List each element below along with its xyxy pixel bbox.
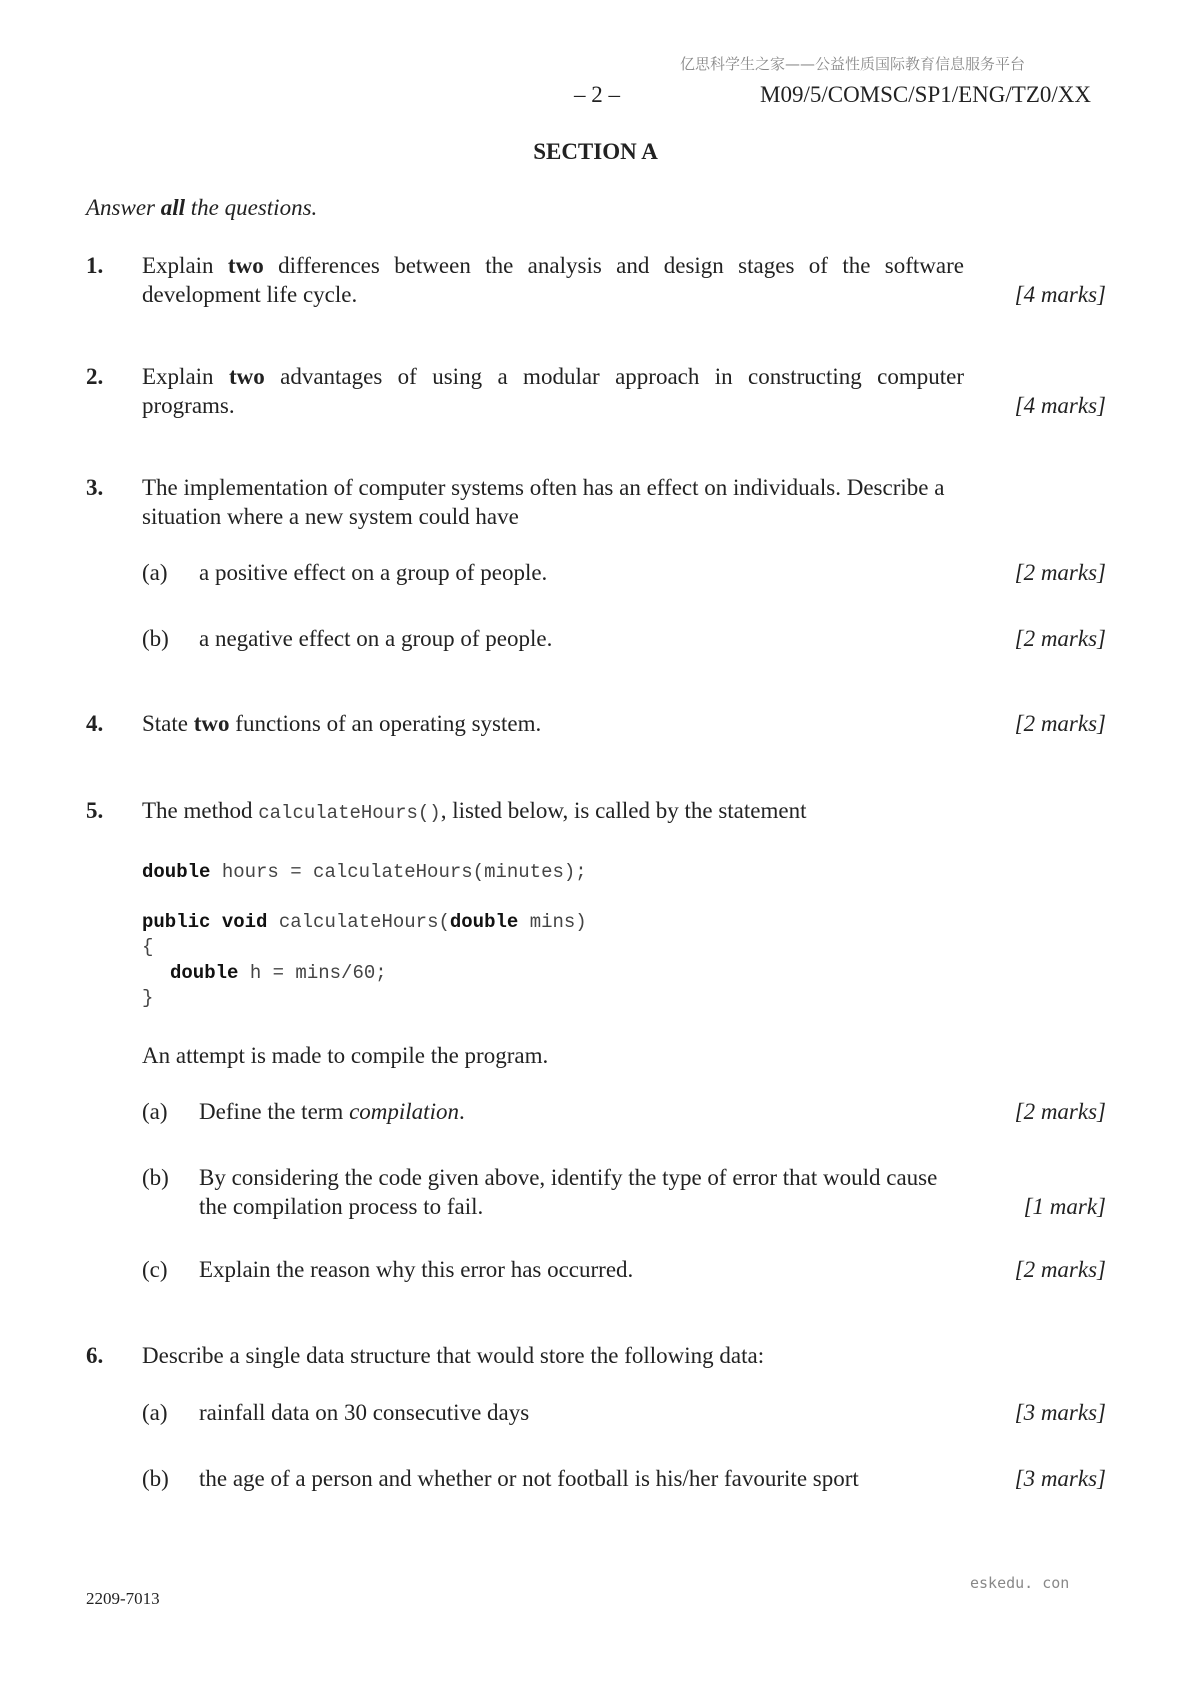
part-text: a negative effect on a group of people. xyxy=(199,626,553,651)
marks-label: [3 marks] xyxy=(1014,1400,1106,1425)
code-line: double hours = calculateHours(minutes); xyxy=(142,861,587,883)
code-line: double h = mins/60; xyxy=(170,962,387,984)
paper-code: M09/5/COMSC/SP1/ENG/TZ0/XX xyxy=(760,82,1091,107)
watermark-top: 亿思科学生之家——公益性质国际教育信息服务平台 xyxy=(680,55,1026,73)
question-text-line: The method calculateHours(), listed below, is called by the statement xyxy=(142,798,807,824)
marks-label: [2 marks] xyxy=(1014,1099,1106,1124)
part-label: (b) xyxy=(142,1466,169,1491)
question-number: 2. xyxy=(86,364,104,389)
marks-label: [2 marks] xyxy=(1014,560,1106,585)
marks-label: [1 mark] xyxy=(1023,1194,1106,1219)
part-text: Explain the reason why this error has occurred. xyxy=(199,1257,634,1282)
part-label: (a) xyxy=(142,1099,168,1124)
marks-label: [4 marks] xyxy=(1014,393,1106,418)
watermark-bottom: eskedu. con xyxy=(970,1574,1070,1592)
question-text-line: Explain two advantages of using a modular approach in constructing computer xyxy=(142,364,964,389)
part-text: the compilation process to fail. xyxy=(199,1194,484,1219)
part-text: a positive effect on a group of people. xyxy=(199,560,548,585)
question-text-line: An attempt is made to compile the program. xyxy=(142,1043,549,1068)
part-text: rainfall data on 30 consecutive days xyxy=(199,1400,530,1425)
part-label: (b) xyxy=(142,1165,169,1190)
marks-label: [2 marks] xyxy=(1014,1257,1106,1282)
code-line: { xyxy=(142,936,154,958)
part-label: (a) xyxy=(142,560,168,585)
part-text: Define the term compilation. xyxy=(199,1099,465,1124)
question-number: 1. xyxy=(86,253,104,278)
question-text-line: The implementation of computer systems often has an effect on individuals. Describe a xyxy=(142,475,945,500)
question-text-line: State two functions of an operating system. xyxy=(142,711,542,736)
question-text-line: programs. xyxy=(142,393,235,418)
part-label: (c) xyxy=(142,1257,168,1282)
question-number: 3. xyxy=(86,475,104,500)
part-text: the age of a person and whether or not football is his/her favourite sport xyxy=(199,1466,859,1491)
code-line: public void calculateHours(double mins) xyxy=(142,911,587,933)
page-number: – 2 – xyxy=(574,82,620,107)
question-text-line: situation where a new system could have xyxy=(142,504,519,529)
part-text: By considering the code given above, identify the type of error that would cause xyxy=(199,1165,938,1190)
question-text-line: Explain two differences between the analysis and design stages of the software xyxy=(142,253,964,278)
instructions: Answer all the questions. xyxy=(86,195,318,220)
question-text-line: development life cycle. xyxy=(142,282,358,307)
part-label: (b) xyxy=(142,626,169,651)
marks-label: [2 marks] xyxy=(1014,711,1106,736)
part-label: (a) xyxy=(142,1400,168,1425)
question-text-line: Describe a single data structure that would store the following data: xyxy=(142,1343,765,1368)
question-number: 4. xyxy=(86,711,104,736)
section-title: SECTION A xyxy=(533,139,658,164)
question-number: 6. xyxy=(86,1343,104,1368)
code-line: } xyxy=(142,987,154,1009)
marks-label: [3 marks] xyxy=(1014,1466,1106,1491)
marks-label: [2 marks] xyxy=(1014,626,1106,651)
footer-code: 2209-7013 xyxy=(86,1589,160,1608)
question-number: 5. xyxy=(86,798,104,823)
marks-label: [4 marks] xyxy=(1014,282,1106,307)
